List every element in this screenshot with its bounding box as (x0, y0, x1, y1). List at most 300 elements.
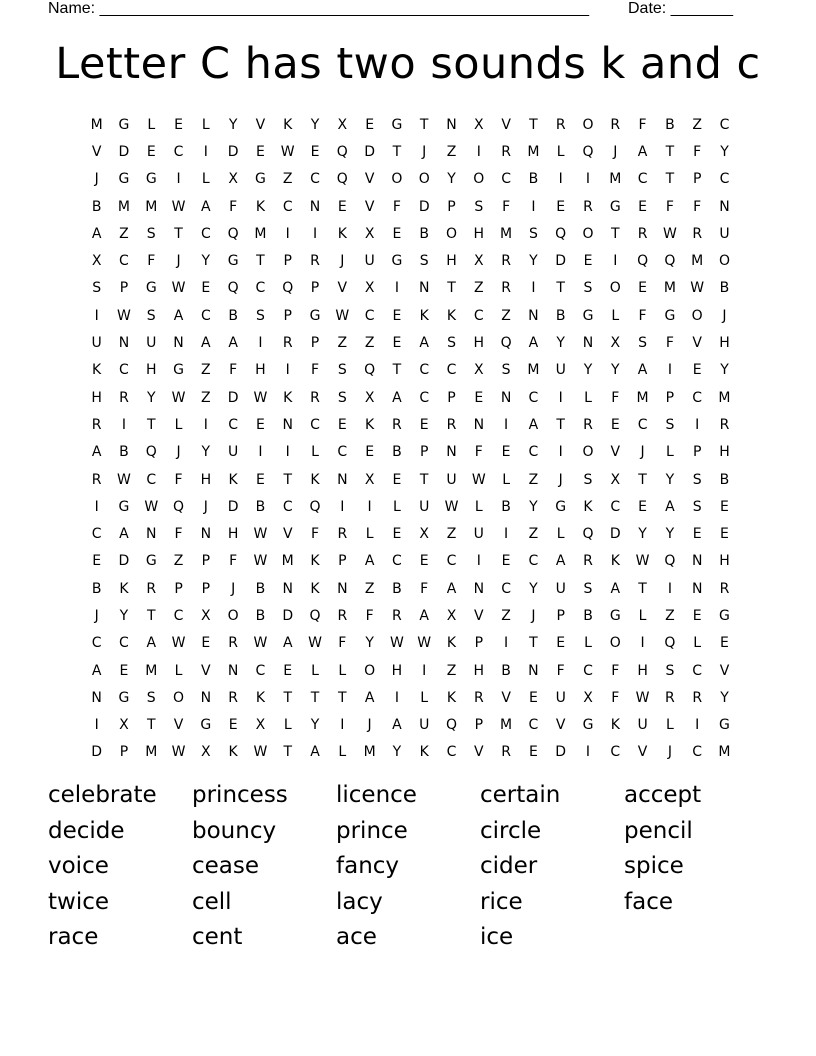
grid-letter: P (474, 635, 484, 652)
grid-letter: L (338, 662, 347, 679)
grid-letter: L (665, 444, 674, 461)
grid-letter: T (556, 280, 565, 297)
word-list-item: pencil (624, 817, 693, 844)
grid-letter: E (337, 416, 347, 433)
grid-letter: L (474, 498, 483, 515)
grid-letter: A (282, 635, 293, 652)
grid-letter: E (692, 526, 702, 543)
grid-letter: Y (720, 362, 729, 379)
grid-letter: Q (227, 225, 239, 242)
grid-letter: Q (336, 171, 348, 188)
grid-letter: R (119, 389, 129, 406)
grid-letter: I (258, 335, 263, 352)
word-list-item: cider (480, 853, 538, 879)
grid-letter: V (91, 143, 102, 160)
grid-letter: N (173, 335, 184, 352)
word-list (48, 778, 768, 956)
grid-letter: G (118, 498, 130, 515)
grid-letter: T (611, 225, 620, 242)
grid-letter: S (146, 225, 156, 242)
grid-letter: V (173, 717, 184, 734)
grid-letter: P (556, 607, 565, 624)
grid-letter: I (695, 717, 700, 734)
grid-letter: X (474, 362, 484, 379)
grid-letter: I (258, 444, 263, 461)
grid-letter: S (337, 362, 347, 379)
grid-letter: Y (529, 580, 538, 597)
grid-letter: G (145, 171, 157, 188)
grid-letter: E (474, 389, 484, 406)
grid-letter: W (444, 498, 459, 515)
grid-letter: E (365, 116, 375, 133)
grid-letter: K (446, 307, 457, 324)
grid-letter: R (501, 143, 511, 160)
grid-letter: S (528, 225, 538, 242)
grid-letter: G (118, 171, 130, 188)
date-field-label: Date: _______ (628, 0, 733, 17)
grid-letter: B (255, 607, 266, 624)
grid-letter: K (92, 362, 102, 379)
grid-letter: Z (201, 362, 211, 379)
grid-letter: E (201, 280, 211, 297)
grid-letter: E (501, 553, 511, 570)
grid-letter: O (418, 171, 430, 188)
grid-letter: Y (392, 744, 402, 761)
grid-letter: T (174, 225, 183, 242)
grid-letter: M (145, 662, 158, 679)
grid-letter: V (474, 607, 484, 624)
grid-letter: M (281, 553, 294, 570)
grid-letter: X (337, 116, 348, 133)
word-list-item: accept (624, 782, 702, 808)
grid-letter: K (255, 689, 266, 706)
grid-letter: G (609, 198, 621, 215)
word-list-item: cell (192, 888, 232, 915)
grid-letter: P (310, 335, 320, 352)
grid-letter: B (91, 198, 102, 215)
grid-letter: L (201, 116, 210, 133)
grid-letter: W (171, 389, 186, 406)
grid-letter: A (637, 143, 648, 160)
grid-letter: M (527, 143, 540, 160)
grid-letter: L (420, 689, 429, 706)
grid-letter: E (146, 143, 156, 160)
grid-letter: I (558, 444, 563, 461)
grid-letter: C (119, 253, 129, 270)
grid-letter: R (337, 607, 348, 624)
grid-letter: T (529, 116, 538, 133)
grid-letter: T (256, 253, 265, 270)
grid-letter: N (719, 198, 730, 215)
grid-letter: D (118, 553, 130, 570)
grid-letter: Q (664, 635, 676, 652)
grid-letter: Z (119, 225, 129, 242)
word-list-item: cent (192, 924, 243, 950)
grid-letter: S (419, 253, 429, 270)
grid-letter: C (337, 444, 348, 461)
grid-letter: G (391, 253, 403, 270)
grid-letter: H (719, 444, 730, 461)
grid-letter: X (364, 280, 375, 297)
grid-letter: E (692, 362, 702, 379)
grid-letter: C (173, 143, 184, 160)
grid-letter: Y (529, 498, 538, 515)
grid-letter: B (719, 471, 730, 488)
grid-letter: V (255, 116, 266, 133)
grid-letter: Q (227, 280, 239, 297)
grid-letter: G (145, 280, 157, 297)
grid-letter: C (637, 171, 648, 188)
grid-letter: E (556, 635, 566, 652)
grid-letter: E (720, 635, 729, 652)
grid-letter: F (693, 198, 702, 215)
grid-letter: B (392, 444, 402, 461)
grid-letter: C (200, 307, 211, 324)
grid-letter: Z (173, 553, 184, 570)
grid-letter: R (692, 689, 703, 706)
grid-letter: C (255, 280, 266, 297)
grid-letter: T (419, 116, 429, 133)
grid-letter: E (610, 416, 620, 433)
grid-letter: L (311, 444, 319, 461)
grid-letter: N (582, 335, 594, 352)
grid-letter: F (693, 143, 702, 160)
grid-letter: D (364, 143, 375, 160)
grid-letter: K (228, 744, 238, 761)
grid-letter: F (474, 444, 483, 461)
grid-letter: G (664, 307, 676, 324)
grid-letter: R (91, 471, 102, 488)
grid-letter: J (94, 607, 99, 624)
grid-letter: W (253, 526, 268, 543)
grid-letter: K (446, 635, 457, 652)
grid-letter: I (613, 253, 618, 270)
grid-letter: L (174, 662, 183, 679)
grid-letter: F (420, 580, 429, 597)
grid-letter: I (285, 444, 290, 461)
grid-letter: M (90, 116, 103, 133)
grid-letter: C (692, 744, 703, 761)
grid-letter: L (311, 662, 319, 679)
grid-letter: H (200, 471, 212, 488)
grid-letter: W (253, 553, 268, 570)
grid-letter: Y (529, 253, 538, 270)
grid-letter: E (638, 498, 648, 515)
grid-letter: C (719, 171, 730, 188)
grid-letter: I (695, 416, 700, 433)
grid-letter: T (146, 717, 156, 734)
grid-letter: E (174, 116, 183, 133)
grid-letter: Y (310, 116, 320, 133)
grid-letter: I (367, 498, 372, 515)
grid-letter: Y (556, 335, 565, 352)
grid-letter: P (201, 580, 211, 597)
grid-letter: L (693, 635, 702, 652)
grid-letter: D (227, 143, 239, 160)
grid-letter: J (613, 143, 618, 160)
grid-letter: E (583, 253, 593, 270)
grid-letter: E (392, 307, 402, 324)
grid-letter: L (502, 471, 510, 488)
grid-letter: K (310, 471, 320, 488)
grid-letter: O (582, 444, 594, 461)
grid-letter: J (367, 717, 372, 734)
grid-letter: M (145, 198, 158, 215)
grid-letter: N (473, 416, 485, 433)
grid-letter: Q (145, 444, 157, 461)
grid-letter: C (91, 635, 102, 652)
grid-letter: A (637, 362, 648, 379)
grid-letter: T (419, 471, 429, 488)
word-list-item: ace (336, 924, 377, 950)
grid-letter: U (446, 471, 457, 488)
grid-letter: W (171, 635, 186, 652)
word-list-item: lacy (336, 888, 383, 915)
grid-letter: C (255, 662, 266, 679)
grid-letter: Z (364, 335, 375, 352)
grid-letter: A (419, 607, 429, 624)
grid-letter: C (501, 580, 511, 597)
grid-letter: R (583, 416, 593, 433)
grid-letter: J (176, 444, 181, 461)
grid-letter: R (337, 526, 348, 543)
grid-letter: J (722, 307, 727, 324)
grid-letter: P (338, 553, 347, 570)
grid-letter: N (337, 471, 348, 488)
grid-letter: V (201, 662, 211, 679)
grid-letter: L (584, 389, 592, 406)
grid-letter: I (340, 498, 345, 515)
grid-letter: X (446, 607, 457, 624)
grid-letter: U (419, 717, 430, 734)
grid-letter: F (502, 198, 511, 215)
word-list-item: twice (48, 888, 110, 915)
grid-letter: I (121, 416, 127, 433)
grid-letter: W (335, 307, 350, 324)
grid-letter: N (200, 526, 212, 543)
grid-letter: O (609, 635, 621, 652)
grid-letter: Q (445, 717, 458, 734)
grid-letter: M (145, 744, 158, 761)
grid-letter: F (638, 116, 647, 133)
grid-letter: Q (664, 553, 676, 570)
grid-letter: T (529, 635, 538, 652)
grid-letter: N (227, 662, 239, 679)
grid-letter: I (476, 143, 481, 160)
grid-letter: I (340, 717, 345, 734)
grid-letter: S (583, 280, 593, 297)
grid-letter: O (364, 662, 376, 679)
grid-letter: E (720, 526, 729, 543)
grid-letter: H (227, 526, 239, 543)
grid-letter: U (555, 362, 566, 379)
grid-letter: A (91, 662, 102, 679)
grid-letter: E (638, 280, 648, 297)
grid-letter: I (476, 553, 481, 570)
grid-letter: E (201, 635, 211, 652)
grid-letter: L (283, 717, 292, 734)
grid-letter: K (255, 198, 266, 215)
grid-letter: Q (664, 253, 676, 270)
grid-letter: X (364, 389, 375, 406)
grid-letter: T (392, 362, 402, 379)
grid-letter: R (719, 416, 730, 433)
grid-letter: R (610, 116, 621, 133)
grid-letter: L (611, 307, 620, 324)
grid-letter: H (473, 335, 485, 352)
grid-letter: Z (474, 280, 484, 297)
grid-letter: Y (720, 143, 729, 160)
grid-letter: P (665, 389, 675, 406)
grid-letter: Y (665, 526, 675, 543)
grid-letter: N (500, 389, 512, 406)
grid-letter: A (364, 689, 375, 706)
grid-letter: K (337, 225, 347, 242)
grid-letter: I (504, 416, 509, 433)
grid-letter: C (419, 389, 430, 406)
grid-letter: A (146, 635, 157, 652)
grid-letter: R (91, 416, 102, 433)
grid-letter: N (446, 116, 457, 133)
grid-letter: H (91, 389, 102, 406)
grid-letter: C (446, 362, 457, 379)
grid-letter: C (528, 553, 539, 570)
grid-letter: C (501, 171, 511, 188)
grid-letter: C (310, 416, 320, 433)
grid-letter: S (146, 307, 156, 324)
grid-letter: R (310, 389, 320, 406)
grid-letter: I (394, 280, 399, 297)
grid-letter: P (474, 717, 484, 734)
grid-letter: O (227, 607, 239, 624)
grid-letter: T (638, 580, 647, 597)
grid-letter: U (91, 335, 102, 352)
grid-letter: I (531, 280, 536, 297)
grid-letter: E (720, 498, 729, 515)
grid-letter: R (501, 253, 511, 270)
grid-letter: T (447, 280, 456, 297)
grid-letter: U (364, 253, 375, 270)
grid-letter: V (692, 335, 702, 352)
grid-letter: V (501, 116, 511, 133)
grid-letter: I (558, 389, 563, 406)
grid-letter: E (283, 662, 293, 679)
grid-letter: D (609, 526, 621, 543)
grid-letter: G (200, 717, 212, 734)
grid-letter: L (201, 171, 210, 188)
grid-letter: W (308, 635, 322, 652)
grid-letter: H (446, 253, 457, 270)
grid-letter: K (365, 416, 375, 433)
grid-letter: A (201, 198, 211, 215)
grid-letter: G (582, 717, 594, 734)
grid-letter: N (146, 526, 157, 543)
grid-letter: Q (555, 225, 567, 242)
grid-letter: E (119, 662, 129, 679)
grid-letter: B (392, 580, 402, 597)
grid-letter: C (583, 662, 593, 679)
word-list-item: decide (48, 817, 125, 844)
grid-letter: T (338, 689, 347, 706)
grid-letter: Z (446, 526, 457, 543)
grid-letter: R (228, 689, 238, 706)
grid-letter: N (446, 444, 457, 461)
grid-letter: F (611, 689, 620, 706)
grid-letter: I (558, 171, 563, 188)
grid-letter: L (147, 116, 156, 133)
grid-letter: B (501, 498, 511, 515)
grid-letter: N (282, 580, 293, 597)
grid-letter: S (583, 471, 593, 488)
grid-letter: Q (336, 143, 348, 160)
grid-letter: T (146, 607, 156, 624)
grid-letter: J (667, 744, 672, 761)
grid-letter: Z (282, 171, 293, 188)
grid-letter: U (637, 717, 648, 734)
word-list-item: voice (48, 853, 109, 879)
grid-letter: S (692, 471, 702, 488)
grid-letter: O (582, 116, 594, 133)
grid-letter: N (691, 580, 703, 597)
grid-letter: U (228, 444, 239, 461)
grid-letter: J (231, 580, 236, 597)
grid-letter: H (255, 362, 266, 379)
grid-letter: I (531, 198, 536, 215)
grid-letter: K (419, 744, 429, 761)
grid-letter: R (555, 116, 566, 133)
grid-letter: A (528, 416, 539, 433)
grid-letter: F (174, 471, 183, 488)
grid-letter: F (310, 526, 320, 543)
grid-letter: R (392, 607, 402, 624)
grid-letter: E (92, 553, 102, 570)
grid-letter: T (638, 471, 647, 488)
grid-letter: E (228, 717, 238, 734)
grid-letter: T (283, 744, 292, 761)
grid-letter: N (282, 416, 293, 433)
grid-letter: L (556, 526, 565, 543)
grid-letter: A (555, 553, 566, 570)
grid-letter: I (285, 362, 290, 379)
grid-letter: X (255, 717, 266, 734)
grid-letter: R (282, 335, 293, 352)
grid-letter: Y (201, 444, 211, 461)
grid-letter: I (94, 717, 99, 734)
grid-letter: D (555, 253, 567, 270)
grid-letter: A (228, 335, 238, 352)
grid-letter: L (365, 526, 374, 543)
grid-letter: Z (501, 307, 511, 324)
grid-letter: N (691, 553, 703, 570)
grid-letter: B (255, 498, 266, 515)
word-list-item: rice (480, 888, 523, 915)
word-list-item: celebrate (48, 782, 157, 808)
grid-letter: K (283, 116, 293, 133)
grid-letter: W (635, 553, 650, 570)
grid-letter: F (392, 198, 401, 215)
grid-letter: Q (582, 143, 594, 160)
grid-letter: V (610, 444, 621, 461)
grid-letter: C (228, 416, 239, 433)
grid-letter: P (283, 307, 292, 324)
grid-letter: L (556, 143, 565, 160)
grid-letter: N (473, 580, 485, 597)
grid-letter: C (119, 362, 129, 379)
word-list-item: ice (480, 924, 514, 950)
grid-letter: K (228, 471, 238, 488)
grid-letter: I (422, 662, 427, 679)
grid-letter: F (665, 335, 674, 352)
